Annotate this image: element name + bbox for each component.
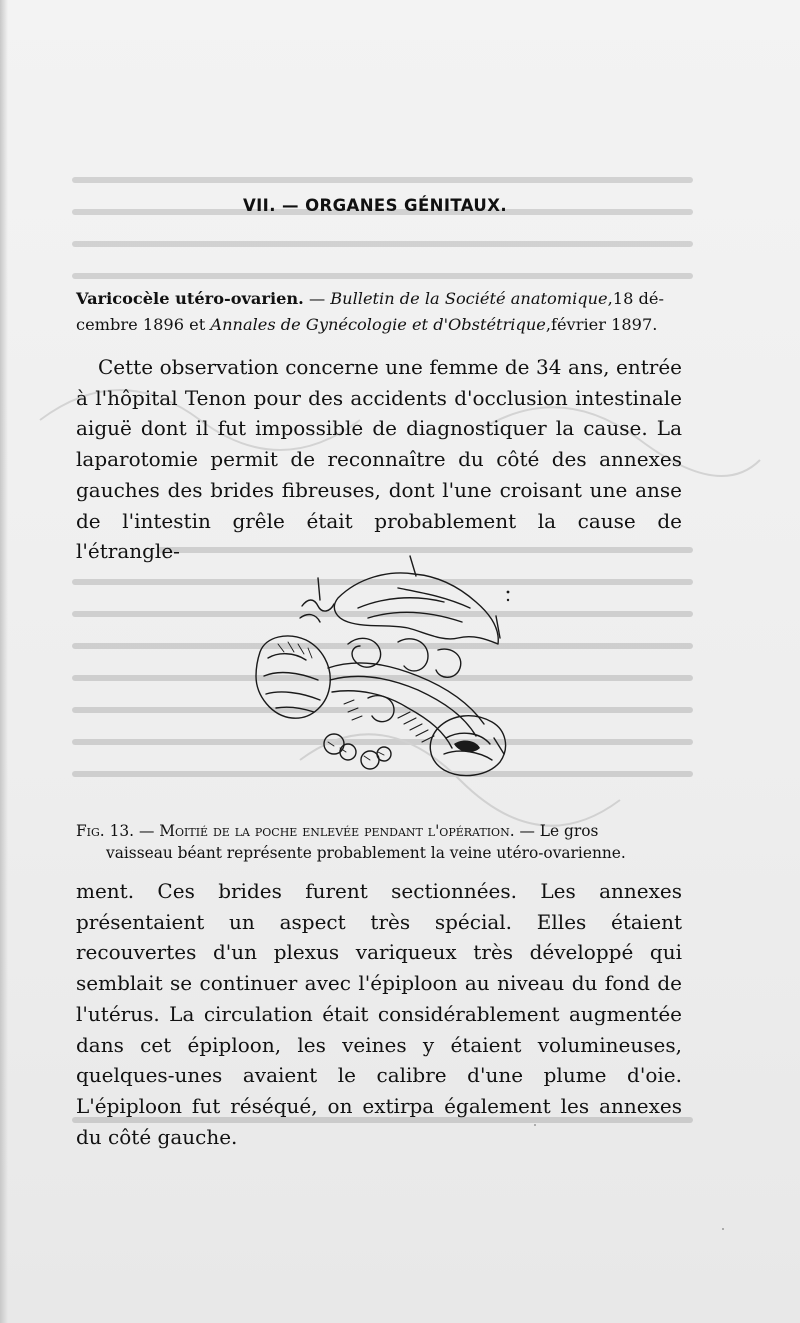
paragraph-top: Cette observation concerne une femme de 34 ans, entrée à l'hôpital Tenon pour des accidents d'occlusion intestinale aiguë dont il fut impossible de diagnostiquer la cause. La laparotomie permit de reconnaître du côté des annexes gauches des brides fibreuses, dont l'une croisant une anse de l'intestin grêle était probablement la cause de l'étrangle- <box>76 355 682 564</box>
paragraph-bottom: ment. Ces brides furent sectionnées. Les annexes présentaient un aspect très spécial. Elles étaient recouvertes d'un plexus variqueux très développé qui semblait se continuer avec l'épiploon au niveau du fond de l'utérus. La circulation était considérablement augmentée dans cet épiploon, les veines y étaient volumineuses, quelques-unes avaient le calibre d'une plume d'oie. L'épiploon fut réséqué, on extirpa également les annexes du côté gauche. <box>76 879 682 1149</box>
page-edge-shadow <box>0 0 8 1323</box>
uterine-adnexa-drawing <box>248 548 528 808</box>
citation-line2-start: cembre 1896 et <box>76 315 211 334</box>
caption-rest: — Le gros <box>514 822 599 840</box>
citation-date-2: ,février 1897. <box>545 315 658 334</box>
citation-title: Varicocèle utéro-ovarien. <box>76 289 304 308</box>
caption-title: — Moitié de la poche enlevée pendant l'opération. <box>134 822 515 840</box>
citation-source-bulletin: Bulletin de la Société anatomique <box>330 289 608 308</box>
figure-caption <box>76 820 702 864</box>
section-heading: VII. — ORGANES GÉNITAUX. <box>242 196 508 215</box>
pin-left <box>318 578 320 600</box>
figure-13 <box>248 548 528 808</box>
caption-label: Fig. 13. <box>76 822 135 840</box>
citation-dash: — <box>303 289 331 308</box>
dust-speck <box>722 1228 724 1230</box>
caption-line-2: vaisseau béant représente probablement la veine utéro-ovarienne. <box>106 844 626 862</box>
citation-date-1: ,18 dé- <box>607 289 664 308</box>
citation-source-annales: Annales de Gynécologie et d'Obstétrique <box>210 315 546 334</box>
bibliographic-citation <box>76 286 702 338</box>
dust-speck <box>534 1124 536 1126</box>
pin-bottom <box>494 738 504 754</box>
